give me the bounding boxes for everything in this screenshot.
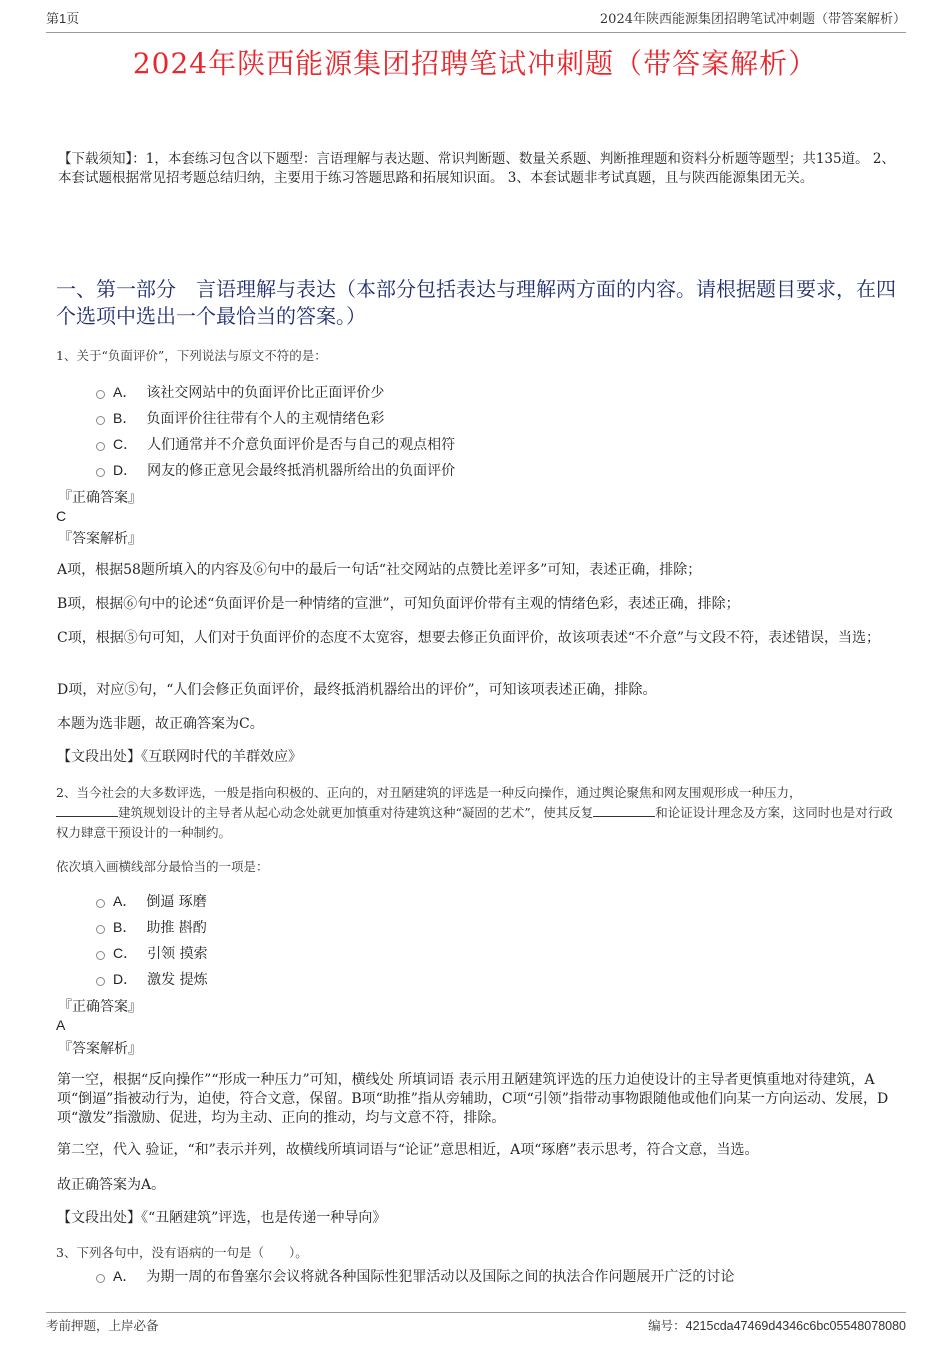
q1-answer-label: 『正确答案』 xyxy=(58,490,142,506)
option-letter: A． xyxy=(113,384,137,400)
q2-option-b[interactable] xyxy=(96,916,207,938)
q2-analysis-first-blank: 第一空，根据“反向操作”“形成一种压力”可知，横线处 所填词语 表示用丑陋建筑评选的压力迫使设计的主导者更慎重地对待建筑，A项“倒逼”指被动行为，迫使，符合文意，保留。B项“助推”指从旁辅助，C项“引领”指带动事物跟随他或他们向某一方向运动、发展，D项“激发”指激励、促进，均为主动、正向的推动，均与文意不符，排除。 xyxy=(57,1072,889,1126)
page-title: 2024年陕西能源集团招聘笔试冲刺题（带答案解析） xyxy=(132,47,818,80)
radio-icon[interactable] xyxy=(96,977,105,986)
q2-analysis-second-blank: 第二空，代入 验证，“和”表示并列，故横线所填词语与“论证”意思相近，A项“琢磨”表示思考，符合文意，当选。 xyxy=(57,1142,759,1158)
q1-analysis-label: 『答案解析』 xyxy=(58,531,142,547)
radio-icon[interactable] xyxy=(96,390,105,399)
q1-analysis-d: D项，对应⑤句，“人们会修正负面评价，最终抵消机器给出的评价”，可知该项表述正确，排除。 xyxy=(57,682,657,698)
option-text: 激发 提炼 xyxy=(147,972,208,988)
q2-option-c[interactable] xyxy=(96,942,208,964)
option-letter: C． xyxy=(113,945,138,961)
q1-analysis-a: A项，根据58题所填入的内容及⑥句中的最后一句话“社交网站的点赞比差评多”可知，表述正确，排除； xyxy=(57,562,702,578)
footer-slogan: 考前押题，上岸必备 xyxy=(46,1318,159,1333)
q2-source: 【文段出处】《“丑陋建筑”评选，也是传递一种导向》 xyxy=(57,1210,387,1226)
option-letter: B． xyxy=(113,919,137,935)
option-text: 负面评价往往带有个人的主观情绪色彩 xyxy=(146,411,385,427)
question-2-instruction: 依次填入画横线部分最恰当的一项是： xyxy=(56,859,269,874)
option-text: 为期一周的布鲁塞尔会议将就各种国际性犯罪活动以及国际之间的执法合作问题展开广泛的讨论 xyxy=(146,1269,735,1285)
fill-blank-1 xyxy=(56,804,118,817)
q2-option-a[interactable] xyxy=(96,890,207,912)
radio-icon[interactable] xyxy=(96,1274,105,1283)
download-notice: 【下载须知】：1，本套练习包含以下题型：言语理解与表达题、常识判断题、数量关系题、判断推理题和资料分析题等题型；共135道。 2、本套试题根据常见招考题总结归纳，主要用于练习答题思路和拓展知识面。 3、本套试题非考试真题，且与陕西能源集团无关。 xyxy=(58,151,895,186)
radio-icon[interactable] xyxy=(96,925,105,934)
question-1-stem: 1、关于“负面评价”，下列说法与原文不符的是： xyxy=(56,348,327,363)
radio-icon[interactable] xyxy=(96,951,105,960)
q1-answer: C xyxy=(56,508,67,524)
option-text: 人们通常并不介意负面评价是否与自己的观点相符 xyxy=(147,437,456,453)
q2-analysis-conclusion: 故正确答案为A。 xyxy=(57,1177,166,1193)
q1-option-b[interactable] xyxy=(96,407,384,429)
radio-icon[interactable] xyxy=(96,468,105,477)
q1-analysis-b: B项，根据⑥句中的论述“负面评价是一种情绪的宣泄”，可知负面评价带有主观的情绪色彩，表述正确，排除； xyxy=(57,596,740,612)
question-3-stem: 3、下列各句中，没有语病的一句是（ ）。 xyxy=(56,1245,308,1260)
header-doc-title: 2024年陕西能源集团招聘笔试冲刺题（带答案解析） xyxy=(599,12,906,27)
page-header xyxy=(46,8,906,33)
option-text: 网友的修正意见会最终抵消机器所给出的负面评价 xyxy=(147,463,456,479)
option-letter: D． xyxy=(113,971,138,987)
q2-stem-part-a: 2、当今社会的大多数评选，一般是指向积极的、正向的，对丑陋建筑的评选是一种反向操作，通过舆论聚焦和网友围观形成一种压力， xyxy=(56,785,802,800)
radio-icon[interactable] xyxy=(96,416,105,425)
option-text: 引领 摸索 xyxy=(147,946,208,962)
option-letter: A． xyxy=(113,893,137,909)
q2-answer-label: 『正确答案』 xyxy=(58,999,142,1015)
option-letter: A． xyxy=(113,1268,137,1284)
option-text: 该社交网站中的负面评价比正面评价少 xyxy=(146,385,385,401)
q1-analysis-c: C项，根据⑤句可知，人们对于负面评价的态度不太宽容，想要去修正负面评价，故该项表述“不介意”与文段不符，表述错误，当选； xyxy=(57,630,881,646)
radio-icon[interactable] xyxy=(96,442,105,451)
fill-blank-2 xyxy=(593,804,655,817)
option-letter: D． xyxy=(113,462,138,478)
q2-option-d[interactable] xyxy=(96,968,208,990)
q2-stem-part-c: 和论证设计理念及方案，这同时也是对行政权力肆意干预设计的一种制约。 xyxy=(56,805,893,840)
option-letter: B． xyxy=(113,410,137,426)
radio-icon[interactable] xyxy=(96,899,105,908)
option-letter: C． xyxy=(113,436,138,452)
section-title: 一、第一部分 言语理解与表达（本部分包括表达与理解两方面的内容。请根据题目要求，在四个选项中选出一个最恰当的答案。） xyxy=(56,277,896,328)
page-footer xyxy=(46,1312,906,1336)
code-value: 4215cda47469d4346c6bc05548078080 xyxy=(685,1319,906,1333)
q2-stem-part-b: 建筑规划设计的主导者从起心动念处就更加慎重对待建筑这种“凝固的艺术”，使其反复 xyxy=(118,805,594,820)
page-number: 第1页 xyxy=(46,11,80,26)
code-label: 编号： xyxy=(648,1318,686,1333)
document-code xyxy=(648,1316,906,1336)
q2-analysis-label: 『答案解析』 xyxy=(58,1041,142,1057)
q1-option-c[interactable] xyxy=(96,433,455,455)
question-2-stem xyxy=(56,783,901,843)
option-text: 助推 斟酌 xyxy=(146,920,207,936)
q1-option-d[interactable] xyxy=(96,459,455,481)
q1-source: 【文段出处】《互联网时代的羊群效应》 xyxy=(57,749,302,765)
q1-analysis-conclusion: 本题为选非题，故正确答案为C。 xyxy=(57,716,264,732)
q1-option-a[interactable] xyxy=(96,381,384,403)
q2-answer: A xyxy=(56,1017,66,1033)
option-text: 倒逼 琢磨 xyxy=(146,894,207,910)
q3-option-a[interactable] xyxy=(96,1265,734,1287)
